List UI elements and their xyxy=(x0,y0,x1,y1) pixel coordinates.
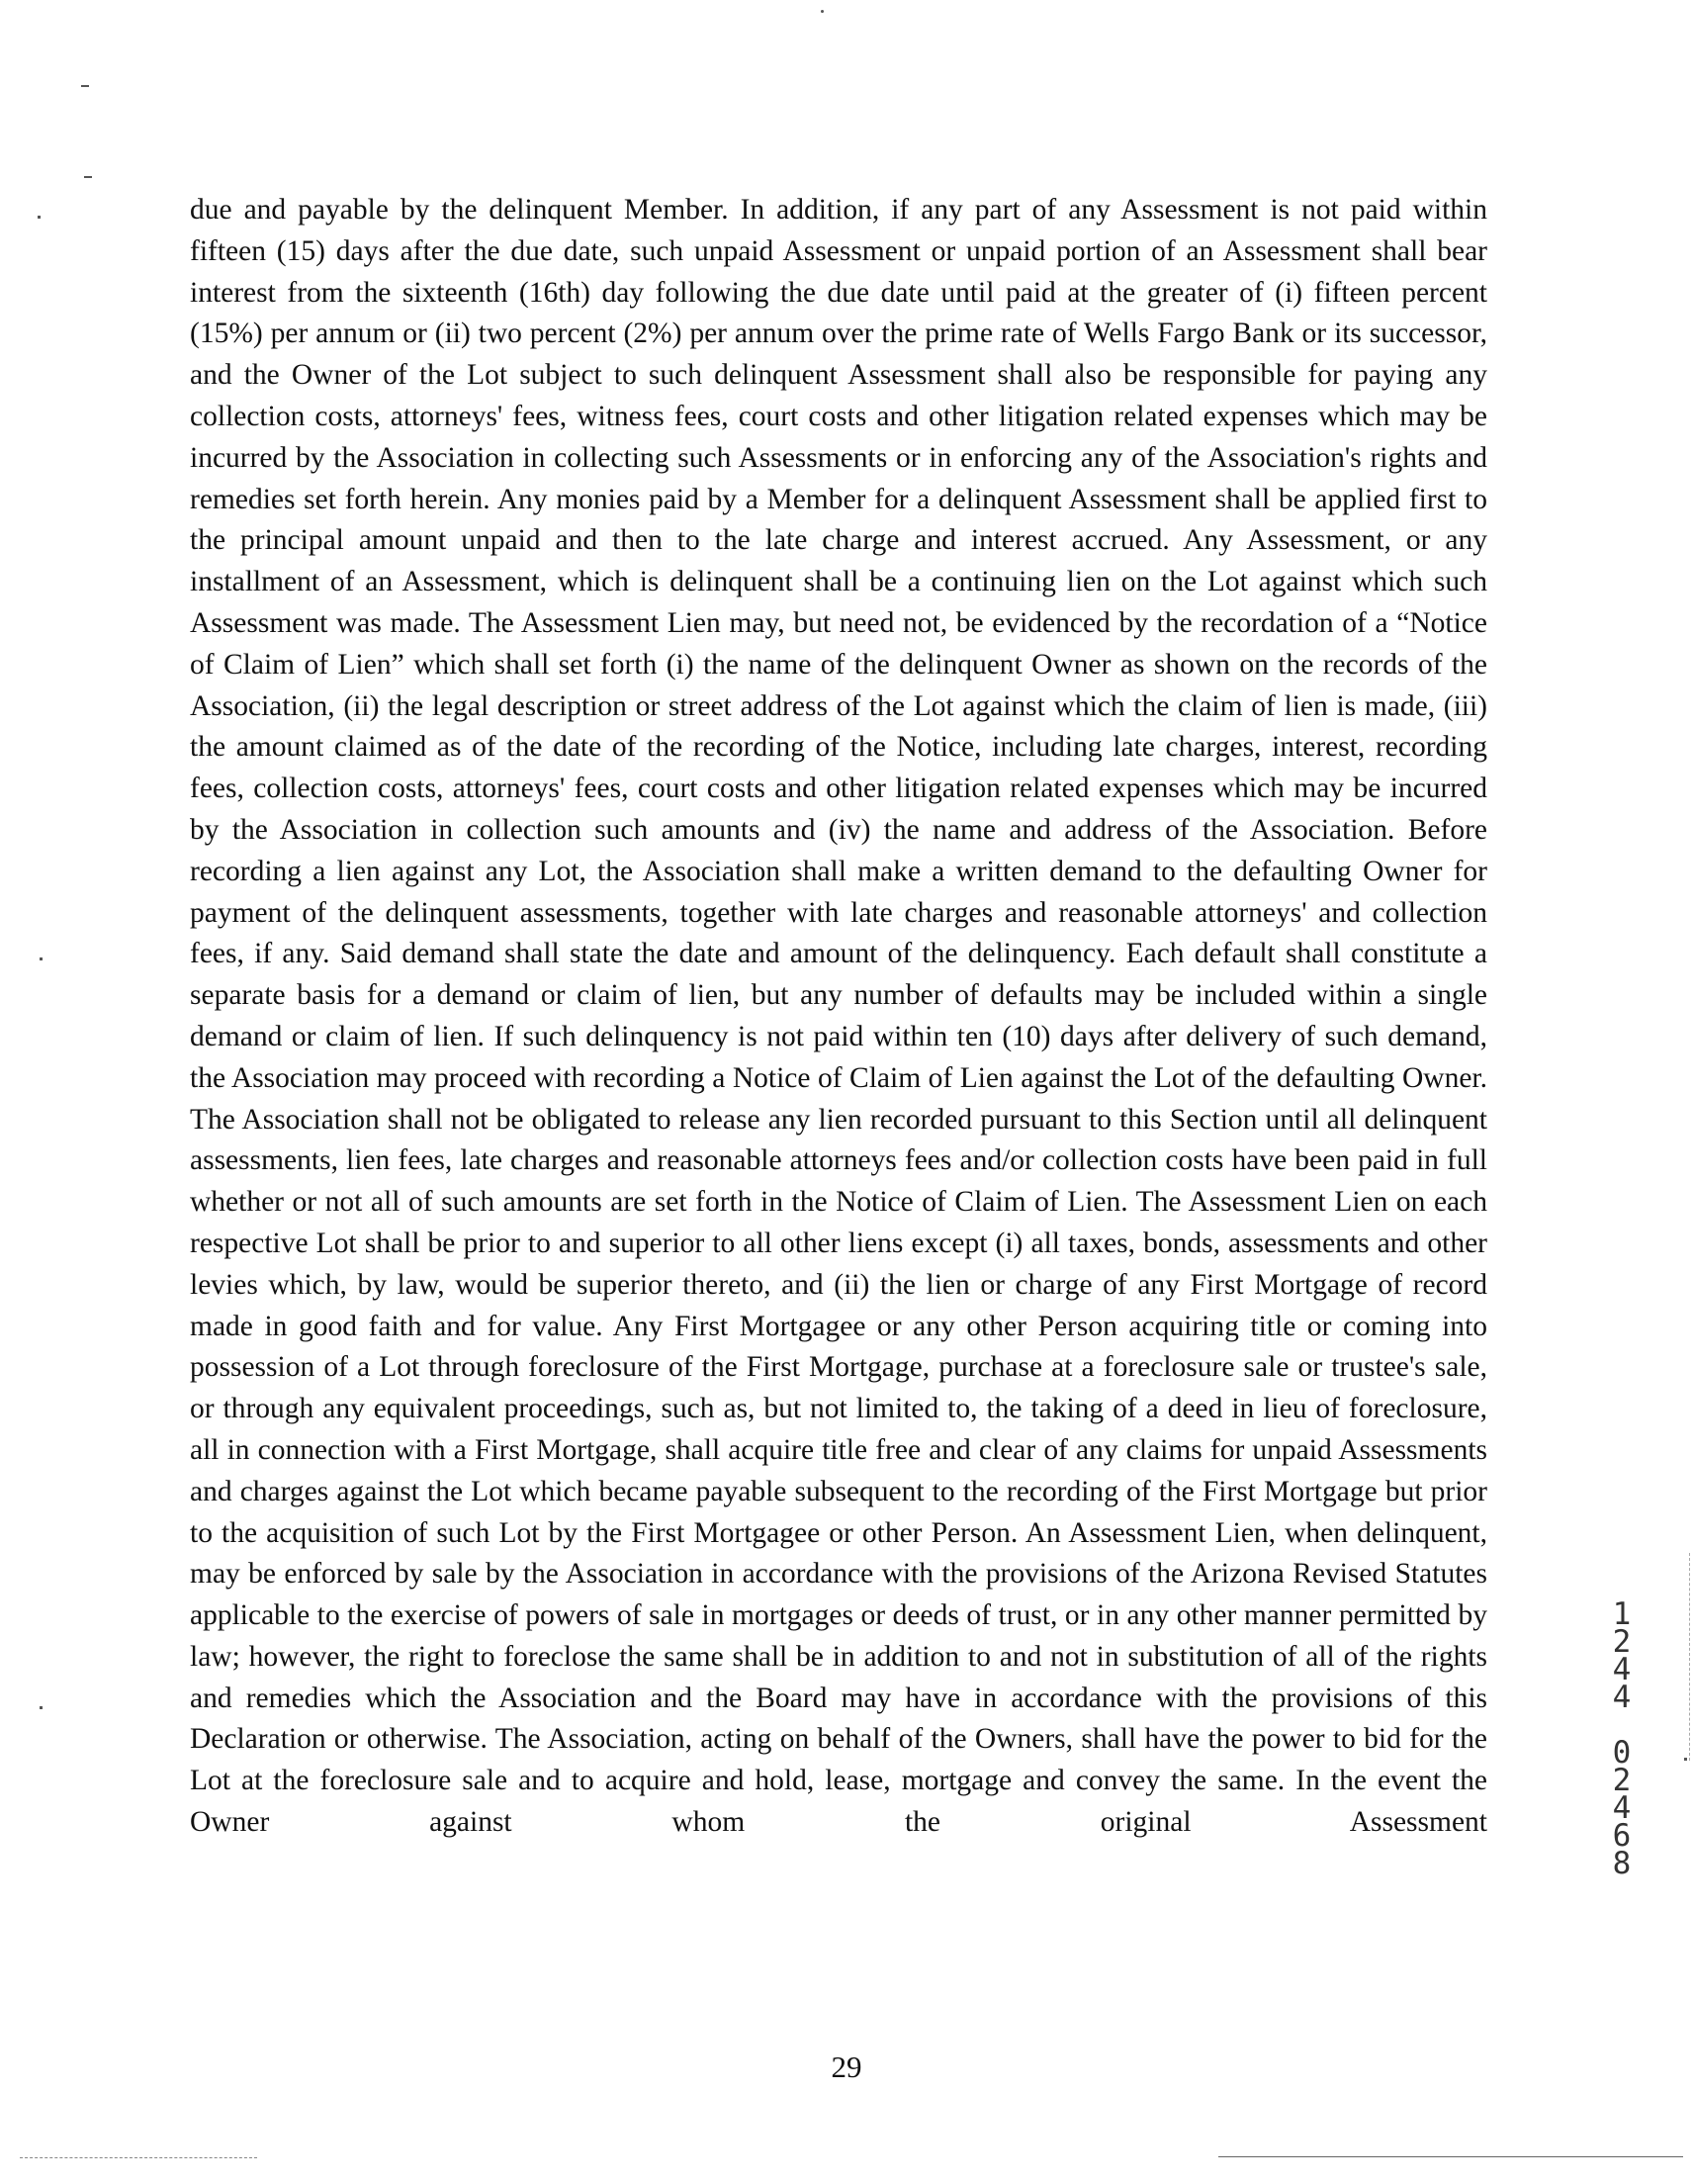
page-number: 29 xyxy=(831,2049,862,2084)
scan-speck xyxy=(38,216,41,219)
recording-number: 1 2 4 4 0 2 4 6 8 xyxy=(1612,1596,1632,1881)
scan-speck xyxy=(84,176,92,178)
scan-bottom-edge-right xyxy=(1218,2156,1683,2157)
scan-speck xyxy=(821,10,824,13)
body-paragraph: due and payable by the delinquent Member. In addition, if any part of any Assessment is not paid within fifteen (15) days after the due date, such unpaid Assessment or unpaid portion of an Assessment shall bear interest from the sixteenth (16th) day following the due date until paid at the greater of (i) fifteen percent (15%) per annum or (ii) two percent (2%) per annum over the prime rate of Wells Fargo Bank or its successor, and the Owner of the Lot subject to such delinquent Assessment shall also be responsible for paying any collection costs, attorneys' fees, witness fees, court costs and other litigation related expenses which may be incurred by the Association in collecting such Assessments or in enforcing any of the Association's rights and remedies set forth herein. Any monies paid by a Member for a delinquent Assessment shall be applied first to the principal amount unpaid and then to the late charge and interest accrued. Any Assessment, or any installment of an Assessment, which is delinquent shall be a continuing lien on the Lot against which such Assessment was made. The Assessment Lien may, but need not, be evidenced by the recordation of a “Notice of Claim of Lien” which shall set forth (i) the name of the delinquent Owner as shown on the records of the Association, (ii) the legal description or street address of the Lot against which the claim of lien is made, (iii) the amount claimed as of the date of the recording of the Notice, including late charges, interest, recording fees, collection costs, attorneys' fees, court costs and other litigation related expenses which may be incurred by the Association in collection such amounts and (iv) the name and address of the Association. Before recording a lien against any Lot, the Association shall make a written demand to the defaulting Owner for payment of the delinquent assessments, together with late charges and reasonable attorneys' and collection fees, if any. Said demand shall state the date and amount of the delinquency. Each default shall constitute a separate basis for a demand or claim of lien, but any number of defaults may be included within a single demand or claim of lien. If such delinquency is not paid within ten (10) days after delivery of such demand, the Association may proceed with recording a Notice of Claim of Lien against the Lot of the defaulting Owner. The Association shall not be obligated to release any lien recorded pursuant to this Section until all delinquent assessments, lien fees, late charges and reasonable attorneys fees and/or collection costs have been paid in full whether or not all of such amounts are set forth in the Notice of Claim of Lien. The Assessment Lien on each respective Lot shall be prior to and superior to all other liens except (i) all taxes, bonds, assessments and other levies which, by law, would be superior thereto, and (ii) the lien or charge of any First Mortgage of record made in good faith and for value. Any First Mortgagee or any other Person acquiring title or coming into possession of a Lot through foreclosure of the First Mortgage, purchase at a foreclosure sale or trustee's sale, or through any equivalent proceedings, such as, but not limited to, the taking of a deed in lieu of foreclosure, all in connection with a First Mortgage, shall acquire title free and clear of any claims for unpaid Assessments and charges against the Lot which became payable subsequent to the recording of the First Mortgage but prior to the acquisition of such Lot by the First Mortgagee or other Person. An Assessment Lien, when delinquent, may be enforced by sale by the Association in accordance with the provisions of the Arizona Revised Statutes applicable to the exercise of powers of sale in mortgages or deeds of trust, or in any other manner permitted by law; however, the right to foreclose the same shall be in addition to and not in substitution of all of the rights and remedies which the Association and the Board may have in accordance with the provisions of this Declaration or otherwise. The Association, acting on behalf of the Owners, shall have the power to bid for the Lot at the foreclosure sale and to acquire and hold, lease, mortgage and convey the same. In the event the Owner against whom the original Assessment xyxy=(190,194,1487,1839)
scan-speck xyxy=(40,1706,43,1709)
scan-speck xyxy=(1684,1758,1687,1761)
scan-edge-line xyxy=(1689,1553,1690,1761)
scan-speck xyxy=(40,957,43,960)
scan-bottom-edge-left xyxy=(20,2157,257,2158)
scan-speck xyxy=(81,85,89,87)
